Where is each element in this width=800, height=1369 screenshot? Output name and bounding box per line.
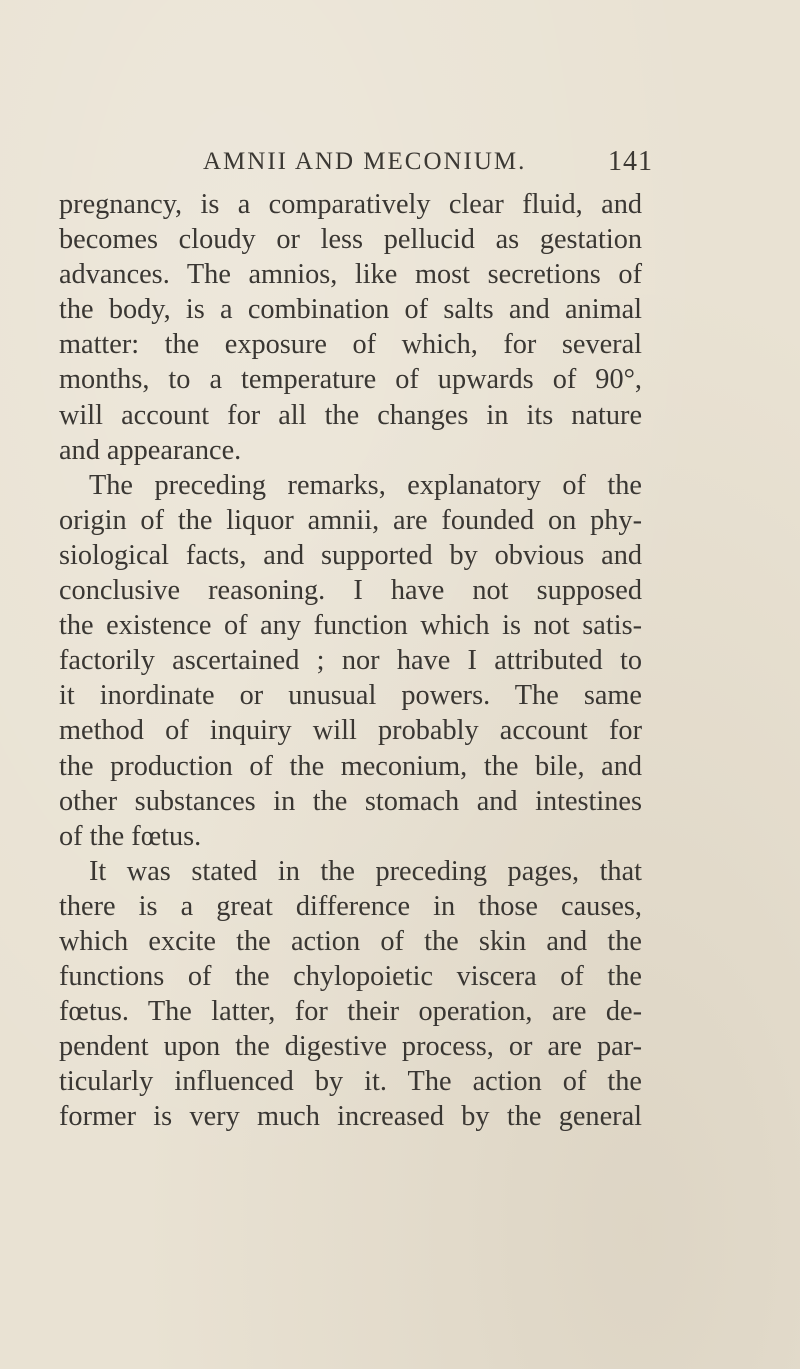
text-line: there is a great difference in those causes, [59, 890, 642, 922]
text-line: conclusive reasoning. I have not supposed [59, 575, 642, 607]
running-head-title: AMNII AND MECONIUM. [203, 148, 527, 175]
text-line: which excite the action of the skin and the [59, 925, 642, 957]
text-line: it inordinate or unusual powers. The same [59, 680, 642, 712]
text-line: will account for all the changes in its nature [59, 399, 642, 431]
text-line: becomes cloudy or less pellucid as gestation [59, 224, 642, 256]
text-line: pendent upon the digestive process, or are par- [59, 1031, 642, 1063]
text-line: the existence of any function which is not satis- [59, 610, 642, 642]
text-line: the production of the meconium, the bile, and [59, 750, 642, 782]
running-head [203, 146, 653, 182]
text-line: ticularly influenced by it. The action of the [59, 1066, 642, 1098]
text-line: factorily ascertained ; nor have I attributed to [59, 645, 642, 677]
text-line: advances. The amnios, like most secretions of [59, 259, 642, 291]
text-line: siological facts, and supported by obvious and [59, 539, 642, 571]
text-line: other substances in the stomach and intestines [59, 785, 642, 817]
text-line: method of inquiry will probably account for [59, 715, 642, 747]
text-line: fœtus. The latter, for their operation, are de- [59, 996, 642, 1028]
paragraph-first-line: It was stated in the preceding pages, that [89, 855, 642, 887]
text-line: matter: the exposure of which, for several [59, 329, 642, 361]
text-line: and appearance. [59, 434, 242, 466]
text-line: functions of the chylopoietic viscera of the [59, 961, 642, 993]
text-line: months, to a temperature of upwards of 90°, [59, 364, 642, 396]
text-line: the body, is a combination of salts and animal [59, 294, 642, 326]
text-line: former is very much increased by the general [59, 1101, 642, 1133]
text-line: of the fœtus. [59, 820, 202, 852]
body-text [59, 187, 642, 1135]
text-line: pregnancy, is a comparatively clear fluid, and [59, 189, 642, 220]
text-line: origin of the liquor amnii, are founded on phy- [59, 504, 642, 536]
page-number: 141 [608, 146, 653, 177]
paragraph-first-line: The preceding remarks, explanatory of the [89, 469, 642, 501]
